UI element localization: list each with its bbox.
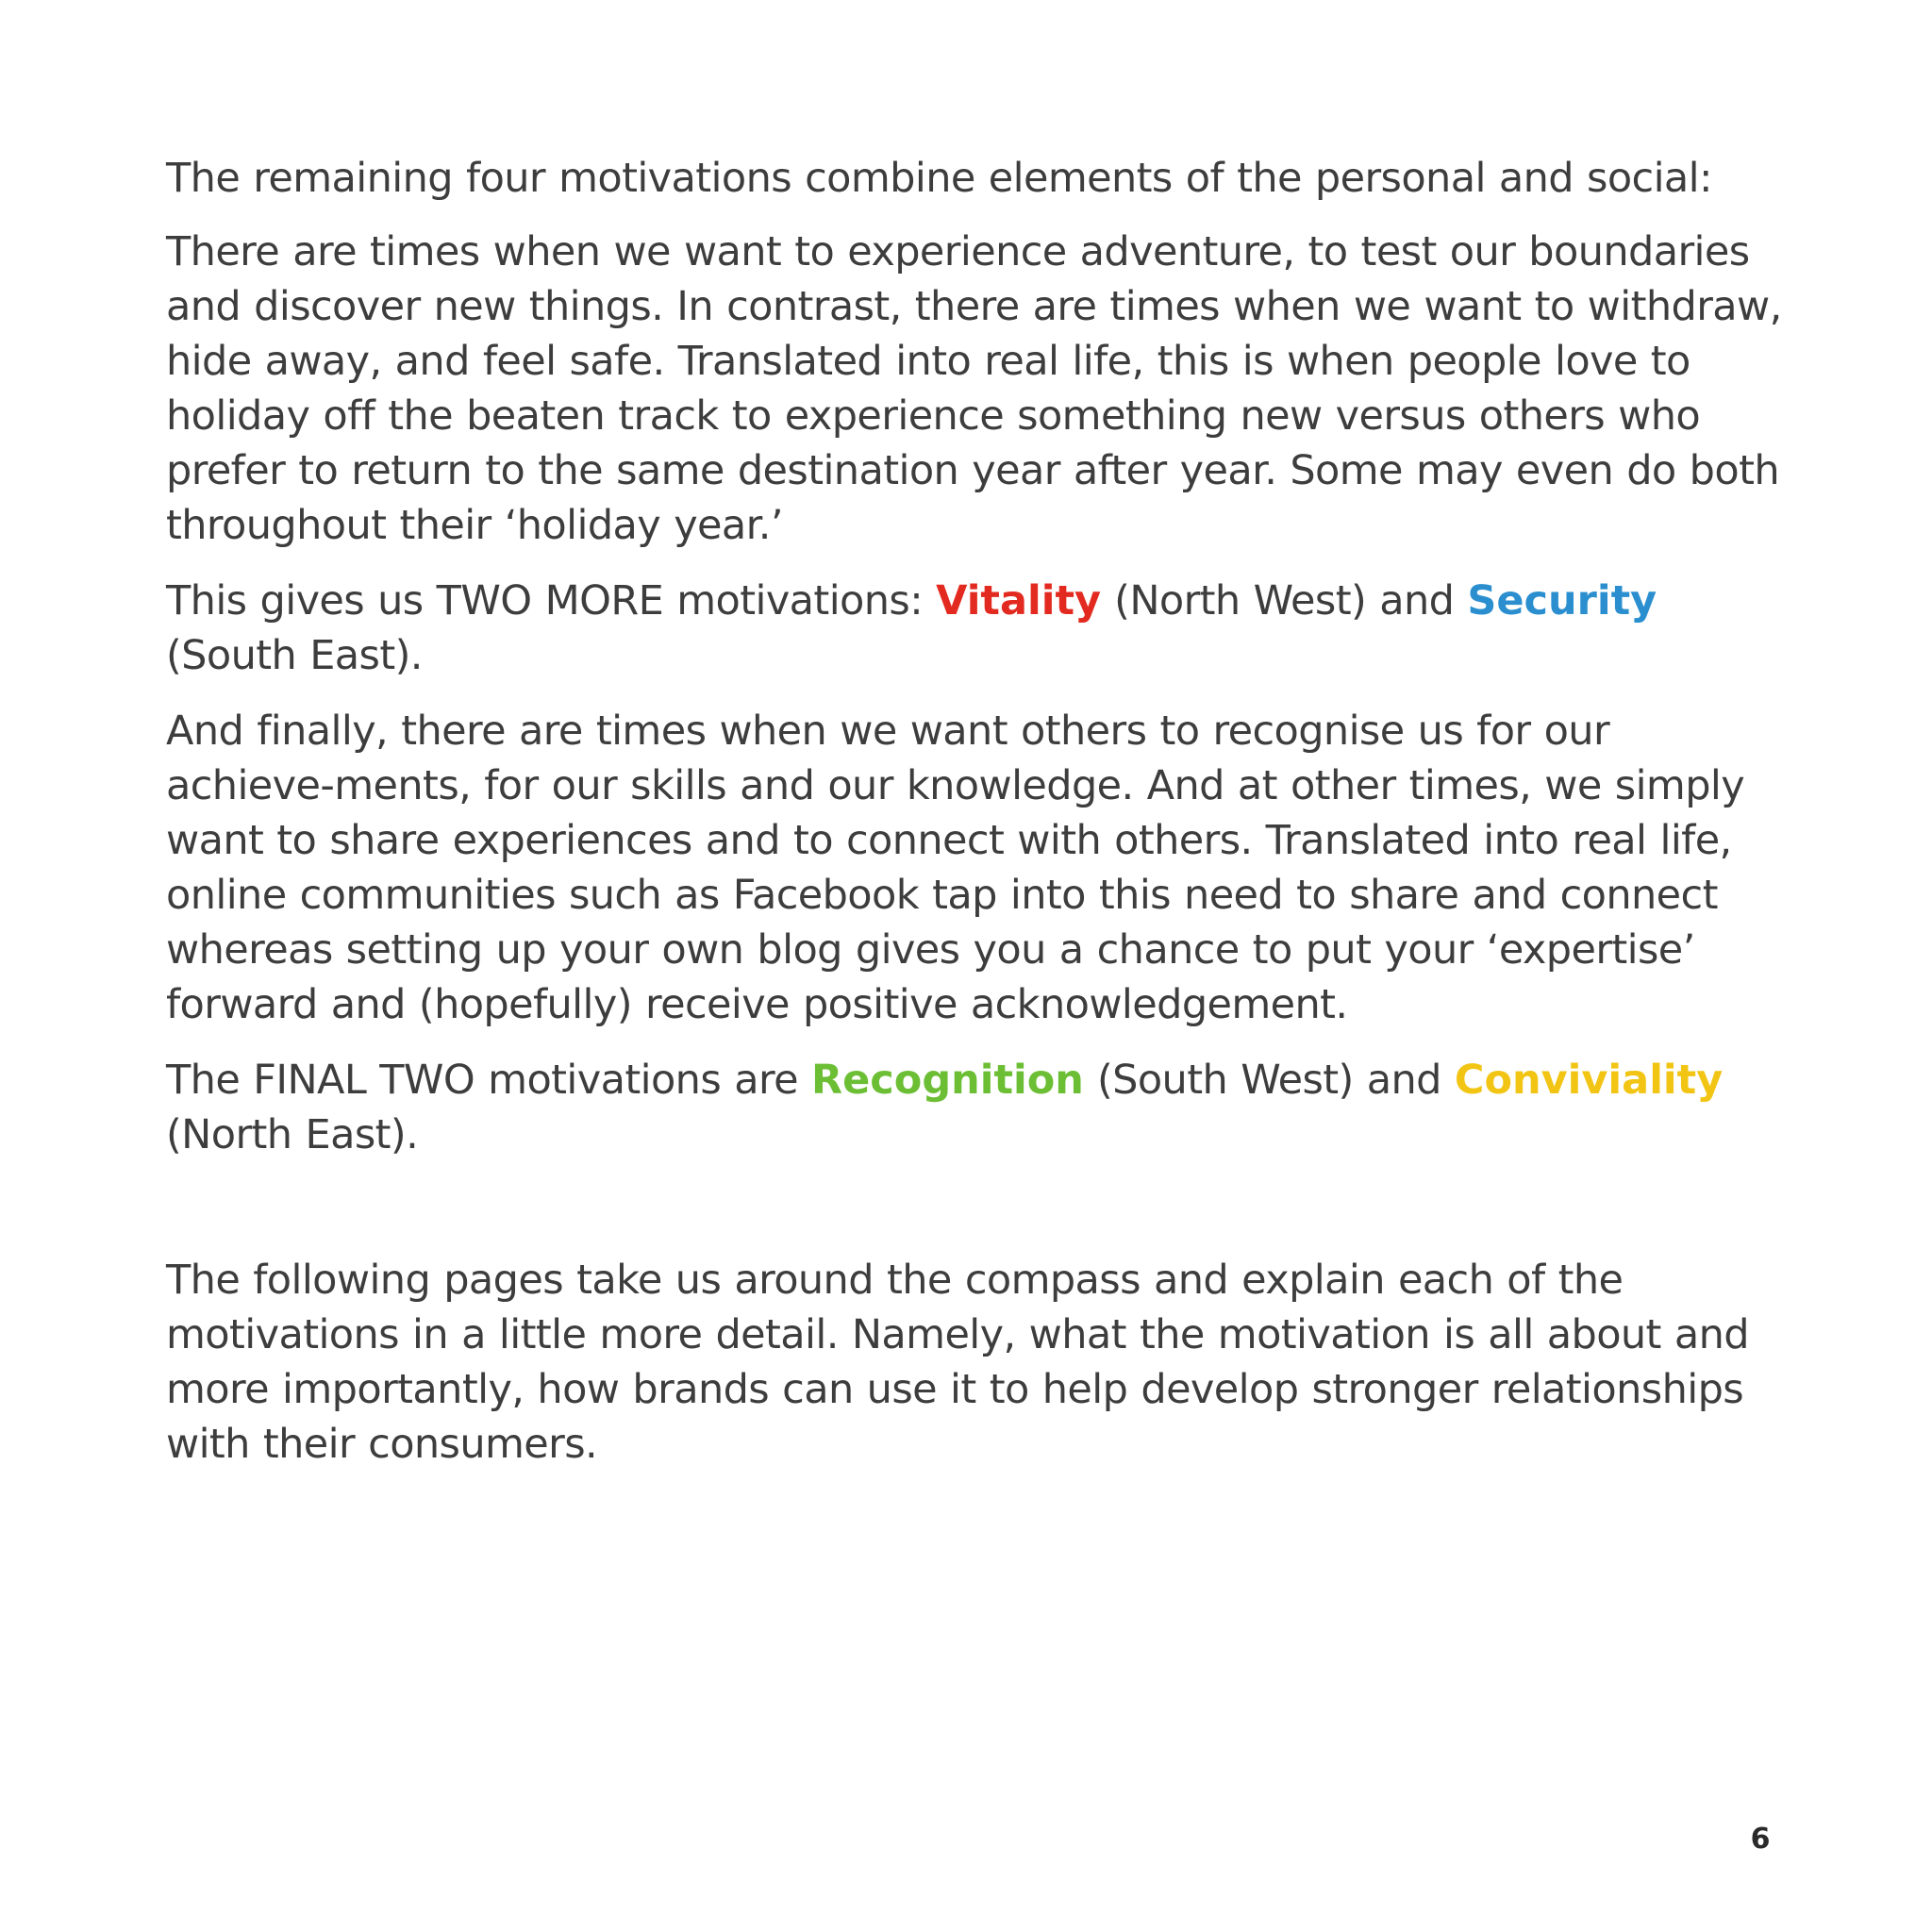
two-more-prefix: This gives us TWO MORE motivations: (166, 577, 937, 625)
body-text (166, 151, 1789, 1472)
recognition-keyword: Recognition (811, 1057, 1084, 1104)
final-two-motivations-paragraph (166, 1053, 1789, 1162)
intro-paragraph: The remaining four motivations combine elements of the personal and social: (166, 155, 1712, 202)
closing-paragraph: The following pages take us around the compass and explain each of the motivations in a little more detail. Namely, what the motivation is all about and more importantly, how brands can use it to help develop stronger relationships with their consumers. (166, 1257, 1749, 1468)
security-keyword: Security (1467, 577, 1657, 625)
final-two-suffix: (North East). (166, 1111, 419, 1158)
final-two-prefix: The FINAL TWO motivations are (166, 1057, 812, 1104)
two-more-motivations-paragraph (166, 574, 1789, 683)
page-number: 6 (1750, 1823, 1771, 1856)
recognition-paragraph: And finally, there are times when we want others to recognise us for our achieve-ments, for our skills and our knowledge. And at other times, we simply want to share experiences and to connect with others. Translated into real life, online communities such as Facebook tap into this need to share and connect whereas setting up your own blog gives you a chance to put your ‘expertise’ forward and (hopefully) receive positive acknowledgement. (166, 708, 1745, 1028)
final-two-mid: (South West) and (1083, 1057, 1455, 1104)
two-more-suffix: (South East). (166, 632, 423, 679)
vitality-keyword: Vitality (936, 577, 1102, 625)
conviviality-keyword: Conviviality (1454, 1057, 1724, 1104)
two-more-mid: (North West) and (1101, 577, 1468, 625)
adventure-paragraph: There are times when we want to experience adventure, to test our boundaries and discover new things. In contrast, there are times when we want to withdraw, hide away, and feel safe. Translated into real life, this is when people love to holiday off the beaten track to experience something new versus others who prefer to return to the same destination year after year. Some may even do both throughout their ‘holiday year.’ (166, 228, 1782, 549)
